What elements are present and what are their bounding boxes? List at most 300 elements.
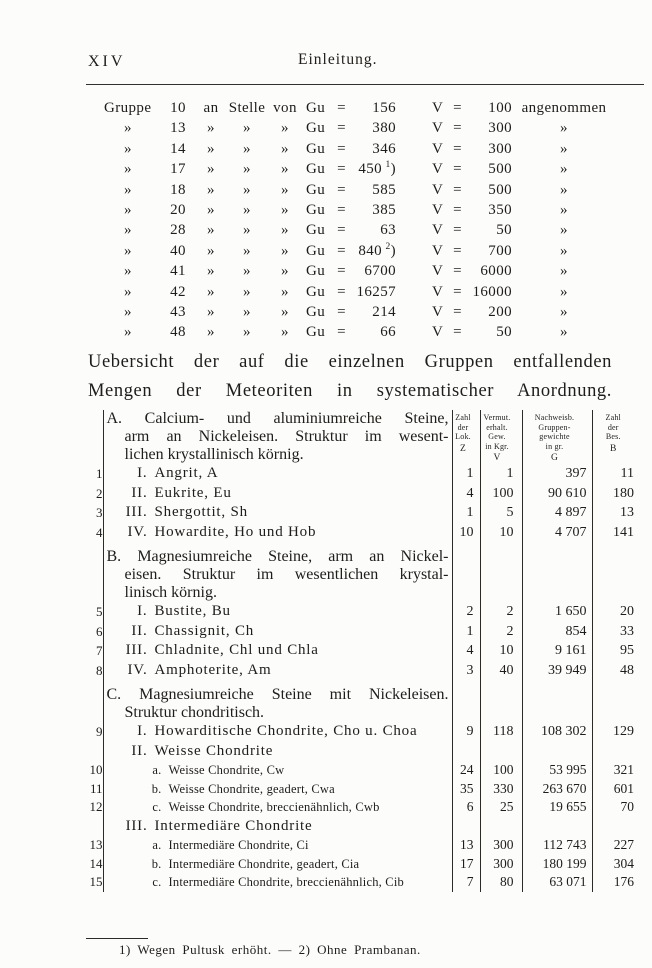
cell-vg [522, 542, 592, 602]
table-row [86, 602, 642, 622]
gu-word: Gu [306, 161, 326, 178]
cell-vv: 40 [480, 661, 522, 681]
v-word: V [432, 283, 444, 300]
cell-vv: 25 [480, 798, 522, 817]
row-label: Weisse Chondrite, geadert, Cwa [168, 781, 335, 796]
equals-sign: = [337, 263, 346, 280]
cell-vz: 4 [452, 484, 480, 504]
cell-vv [480, 817, 522, 837]
v-value: 300 [488, 120, 512, 137]
column-header-line: in Kgr. [485, 441, 509, 451]
cell-vv: 300 [480, 855, 522, 874]
row-content [103, 464, 452, 484]
gu-value: 346 [372, 140, 396, 157]
table-subheading-row [86, 742, 642, 762]
gu-word: Gu [306, 242, 326, 259]
v-value: 350 [488, 201, 512, 218]
cell-vz: 9 [452, 722, 480, 742]
row-label: Shergottit, Sh [154, 504, 248, 520]
section-text-line: C. Magnesiumreiche Steine mit Nickeleisen. [106, 686, 449, 703]
row-label: Weisse Chondrite, Cw [168, 763, 285, 777]
cell-vz: 13 [452, 836, 480, 855]
v-value: 6000 [480, 263, 512, 280]
cell-vb: 180 [592, 484, 642, 504]
an-cell: » [207, 324, 215, 341]
gruppe-number: 42 [170, 283, 186, 300]
column-header [593, 410, 635, 454]
v-word: V [432, 161, 444, 178]
cell-vb: 70 [592, 798, 642, 817]
v-label [428, 263, 468, 280]
gruppe-label-cell: » [124, 303, 132, 320]
cell-vz: 4 [452, 641, 480, 661]
row-content [103, 661, 452, 681]
gruppe-number: 14 [170, 140, 186, 157]
gruppe-label-cell: » [124, 324, 132, 341]
equals-sign: = [453, 161, 462, 178]
v-value: 500 [488, 181, 512, 198]
row-label: Intermediäre Chondrite, breccienähnlich, Cib [168, 875, 404, 889]
cell-vg: 1 650 [522, 602, 592, 622]
gu-label [302, 324, 352, 341]
v-value: 100 [488, 100, 512, 116]
row-content [103, 873, 452, 892]
angenommen-cell: » [560, 222, 568, 239]
equals-sign: = [453, 140, 462, 157]
equals-sign: = [337, 161, 346, 178]
stelle-cell: » [243, 263, 251, 280]
gu-value: 380 [372, 120, 396, 137]
row-content [103, 855, 452, 874]
row-content [103, 410, 452, 464]
angenommen-cell: angenommen [521, 100, 607, 116]
cell-vg: 180 199 [522, 855, 592, 874]
cell-vg: 39 949 [522, 661, 592, 681]
cell-vg: 90 610 [522, 484, 592, 504]
row-numeral: b. [151, 781, 162, 796]
von-cell: » [281, 303, 289, 320]
von-cell: » [281, 324, 289, 341]
v-label [428, 100, 468, 117]
cell-vb: 20 [592, 602, 642, 622]
row-numeral: IV. [127, 661, 148, 678]
stelle-cell: Stelle [228, 100, 266, 116]
footnote-rule [86, 938, 148, 939]
v-word: V [432, 140, 444, 157]
angenommen-cell: » [560, 283, 568, 300]
gruppe-label-cell: » [124, 161, 132, 178]
equals-sign: = [453, 100, 462, 116]
von-cell: » [281, 140, 289, 157]
v-label [428, 120, 468, 137]
gruppe-number: 13 [170, 120, 186, 137]
gu-value: 840 $^2$) [358, 241, 396, 259]
cell-vg: 397 [522, 464, 592, 484]
table-section-row [86, 542, 642, 602]
v-label [428, 141, 468, 158]
column-header-line: Nachweisb. [534, 413, 575, 422]
row-content [103, 742, 452, 762]
cell-vg [522, 680, 592, 722]
row-numeral: a. [152, 763, 162, 777]
cell-vv: 100 [480, 484, 522, 504]
von-cell: » [281, 242, 289, 259]
cell-vb: 33 [592, 622, 642, 642]
stelle-cell: » [243, 222, 251, 239]
row-number [86, 680, 103, 722]
cell-vz [452, 817, 480, 837]
cell-vb: 11 [592, 464, 642, 484]
v-value: 500 [488, 161, 512, 178]
row-number: 7 [96, 643, 103, 658]
row-numeral: III. [125, 642, 148, 658]
section-text-line: Struktur chondritisch. [124, 704, 265, 721]
row-content [103, 542, 452, 602]
row-label: Bustite, Bu [154, 603, 231, 619]
cell-vb [592, 410, 642, 464]
section-text-line: lichen krystallinisch körnig. [124, 446, 304, 463]
equals-sign: = [337, 222, 346, 239]
cell-vz [452, 742, 480, 762]
gu-value: 385 [372, 201, 396, 218]
section-text-line: arm an Nickeleisen. Struktur im wesent- [124, 428, 449, 445]
von-cell: von [273, 100, 297, 116]
gruppe-number: 10 [170, 100, 186, 116]
stelle-cell: » [243, 201, 251, 218]
column-header [453, 410, 474, 454]
cell-vz: 1 [452, 464, 480, 484]
angenommen-cell: » [560, 140, 568, 157]
column-header-line: der [457, 422, 469, 432]
row-content [103, 780, 452, 799]
row-numeral: I. [137, 465, 148, 481]
von-cell: » [281, 201, 289, 218]
table-row [86, 780, 642, 799]
angenommen-cell: » [560, 242, 568, 259]
v-word: V [432, 242, 444, 259]
gu-word: Gu [306, 263, 326, 280]
v-value: 16000 [472, 283, 512, 300]
v-value: 50 [496, 222, 512, 239]
gu-label [302, 304, 352, 321]
row-numeral: c. [152, 800, 162, 814]
row-number [86, 817, 103, 837]
row-content [103, 680, 452, 722]
equals-sign: = [453, 283, 462, 300]
equals-sign: = [453, 324, 462, 341]
cell-vg: 4 897 [522, 503, 592, 523]
row-label: Weisse Chondrite [154, 742, 274, 759]
equals-sign: = [453, 120, 462, 137]
table-row [86, 722, 642, 742]
an-cell: an [203, 100, 219, 116]
footnote-marker: 1 [385, 160, 391, 171]
gu-value: 156 [372, 100, 396, 116]
an-cell: » [207, 263, 215, 280]
row-number: 14 [89, 855, 103, 871]
cell-vz: 6 [452, 798, 480, 817]
gruppe-number: 41 [170, 263, 186, 280]
cell-vg: 53 995 [522, 761, 592, 780]
header-rule [86, 84, 644, 85]
cell-vb: 227 [592, 836, 642, 855]
gu-label [302, 182, 352, 199]
gu-value: 16257 [356, 283, 396, 300]
cell-vz: 1 [452, 622, 480, 642]
gu-word: Gu [306, 303, 326, 320]
gu-label [302, 243, 352, 260]
row-label: Chassignit, Ch [154, 622, 255, 639]
cell-vv: 2 [480, 602, 522, 622]
v-label [428, 161, 468, 178]
equals-sign: = [337, 242, 346, 259]
table-section-row [86, 680, 642, 722]
row-number: 15 [89, 874, 103, 889]
angenommen-cell: » [560, 120, 568, 137]
column-header-line: Gew. [488, 432, 506, 441]
gruppe-label-cell: » [124, 181, 132, 198]
table-row [86, 855, 642, 874]
cell-vz: 2 [452, 602, 480, 622]
cell-vv: 80 [480, 873, 522, 892]
gu-word: Gu [306, 120, 326, 137]
running-title: Einleitung. [298, 51, 378, 68]
cell-vg [522, 410, 592, 464]
gruppe-row [96, 284, 612, 304]
gruppe-number: 28 [170, 222, 186, 239]
section-heading [88, 348, 612, 406]
row-label: Angrit, A [154, 465, 219, 481]
column-header-line: gewichte [539, 432, 570, 441]
row-numeral: c. [152, 875, 162, 889]
cell-vz [452, 542, 480, 602]
cell-vv [480, 742, 522, 762]
heading-line-1: Uebersicht der auf die einzelnen Gruppen entfallenden [88, 352, 612, 372]
cell-vb [592, 817, 642, 837]
gu-word: Gu [306, 324, 326, 341]
gruppe-row [96, 202, 612, 222]
cell-vb: 141 [592, 523, 642, 543]
row-content [103, 503, 452, 523]
gruppe-row [96, 243, 612, 263]
column-symbol: V [493, 453, 501, 463]
v-label [428, 182, 468, 199]
gu-word: Gu [306, 100, 326, 116]
row-numeral: II. [131, 484, 148, 501]
cell-vb [592, 680, 642, 722]
cell-vv [480, 542, 522, 602]
stelle-cell: » [243, 181, 251, 198]
gruppe-label-cell: » [124, 283, 132, 300]
row-numeral: I. [137, 723, 148, 739]
an-cell: » [207, 201, 215, 218]
gruppe-row [96, 161, 612, 181]
stelle-cell: » [243, 140, 251, 157]
row-number: 12 [89, 799, 103, 814]
row-numeral: III. [125, 504, 148, 520]
row-numeral: II. [131, 742, 148, 759]
column-header-line: Gruppen- [538, 422, 571, 432]
v-word: V [432, 263, 444, 280]
equals-sign: = [337, 120, 346, 137]
table-row [86, 873, 642, 892]
equals-sign: = [337, 303, 346, 320]
footnote-marker: 2 [385, 241, 391, 252]
von-cell: » [281, 263, 289, 280]
gu-label [302, 120, 352, 137]
column-symbol: Z [459, 443, 466, 454]
section-text-line: B. Magnesiumreiche Steine, arm an Nickel- [106, 548, 449, 565]
row-content [103, 641, 452, 661]
gruppe-number: 48 [170, 324, 186, 341]
footnote: 1) Wegen Pultusk erhöht. — 2) Ohne Prambanan. [119, 942, 421, 957]
gu-value: 6700 [364, 263, 396, 280]
equals-sign: = [453, 263, 462, 280]
cell-vg [522, 742, 592, 762]
an-cell: » [207, 140, 215, 157]
cell-vb [592, 742, 642, 762]
cell-vz [452, 680, 480, 722]
an-cell: » [207, 303, 215, 320]
row-content [103, 836, 452, 855]
cell-vz: 24 [452, 761, 480, 780]
v-word: V [432, 100, 444, 116]
row-label: Eukrite, Eu [154, 484, 232, 501]
gruppe-label-cell: » [124, 222, 132, 239]
row-number: 2 [96, 485, 103, 501]
cell-vz: 7 [452, 873, 480, 892]
cell-vb: 176 [592, 873, 642, 892]
row-label: Amphoterite, Am [154, 661, 272, 678]
equals-sign: = [337, 283, 346, 300]
row-numeral: IV. [127, 523, 148, 540]
row-number: 4 [96, 524, 103, 540]
column-header-line: erhalt. [486, 422, 508, 432]
equals-sign: = [337, 324, 346, 341]
v-label [428, 284, 468, 301]
table-row [86, 622, 642, 642]
column-header-line: Zahl [605, 413, 621, 422]
column-header [523, 410, 587, 464]
table-row [86, 464, 642, 484]
gu-word: Gu [306, 283, 326, 300]
cell-vv [480, 410, 522, 464]
gruppe-row [96, 304, 612, 324]
column-header-line: Lok. [455, 432, 471, 441]
section-text-line: A. Calcium- und aluminiumreiche Steine, [106, 410, 449, 427]
angenommen-cell: » [560, 161, 568, 178]
row-number: 8 [96, 662, 103, 678]
row-content [103, 523, 452, 543]
gu-label [302, 284, 352, 301]
row-content [103, 817, 452, 837]
row-numeral: b. [151, 856, 162, 871]
gruppe-number: 40 [170, 242, 186, 259]
equals-sign: = [453, 222, 462, 239]
v-value: 200 [488, 303, 512, 320]
gruppe-number: 17 [170, 161, 186, 178]
an-cell: » [207, 222, 215, 239]
gruppe-label-cell: » [124, 140, 132, 157]
cell-vv: 10 [480, 523, 522, 543]
stelle-cell: » [243, 283, 251, 300]
row-numeral: a. [152, 838, 162, 852]
equals-sign: = [453, 242, 462, 259]
row-number: 5 [96, 604, 103, 619]
gu-value: 63 [380, 222, 396, 239]
table-row [86, 523, 642, 543]
v-label [428, 243, 468, 260]
cell-vz: 3 [452, 661, 480, 681]
gruppe-row [96, 263, 612, 283]
column-header [481, 410, 514, 464]
cell-vb: 95 [592, 641, 642, 661]
von-cell: » [281, 283, 289, 300]
angenommen-cell: » [560, 201, 568, 218]
page-number: XIV [88, 53, 126, 70]
cell-vb: 129 [592, 722, 642, 742]
gu-label [302, 100, 352, 117]
equals-sign: = [337, 100, 346, 116]
cell-vb: 321 [592, 761, 642, 780]
v-word: V [432, 303, 444, 320]
row-numeral: II. [131, 622, 148, 639]
row-label: Intermediäre Chondrite [154, 817, 313, 834]
gruppe-label-cell: Gruppe [104, 100, 152, 116]
gu-word: Gu [306, 181, 326, 198]
angenommen-cell: » [560, 181, 568, 198]
gu-label [302, 161, 352, 178]
column-header-line: Zahl [455, 413, 471, 422]
an-cell: » [207, 120, 215, 137]
gruppe-table [96, 100, 612, 345]
column-header-line: Bes. [605, 432, 621, 441]
gruppe-row [96, 222, 612, 242]
row-content [103, 798, 452, 817]
section-text-line: linisch körnig. [124, 584, 217, 601]
meteorite-overview-table [86, 410, 642, 892]
row-number: 1 [96, 466, 103, 481]
gu-value: 450 $^1$) [358, 160, 396, 178]
gu-value: 66 [380, 324, 396, 341]
angenommen-cell: » [560, 263, 568, 280]
gruppe-label-cell: » [124, 242, 132, 259]
cell-vz: 10 [452, 523, 480, 543]
gu-word: Gu [306, 140, 326, 157]
angenommen-cell: » [560, 303, 568, 320]
row-label: Howardite, Ho und Hob [154, 523, 317, 540]
gruppe-row [96, 120, 612, 140]
stelle-cell: » [243, 120, 251, 137]
cell-vv: 10 [480, 641, 522, 661]
row-number: 10 [89, 762, 103, 777]
stelle-cell: » [243, 303, 251, 320]
row-number: 9 [96, 724, 103, 739]
cell-vb: 13 [592, 503, 642, 523]
v-word: V [432, 222, 444, 239]
v-word: V [432, 120, 444, 137]
table-row [86, 761, 642, 780]
row-numeral: I. [137, 603, 148, 619]
angenommen-cell: » [560, 324, 568, 341]
row-number [86, 542, 103, 602]
equals-sign: = [453, 303, 462, 320]
von-cell: » [281, 222, 289, 239]
cell-vv [480, 680, 522, 722]
gruppe-label-cell: » [124, 263, 132, 280]
cell-vg: 263 670 [522, 780, 592, 799]
row-numeral: III. [125, 817, 148, 834]
